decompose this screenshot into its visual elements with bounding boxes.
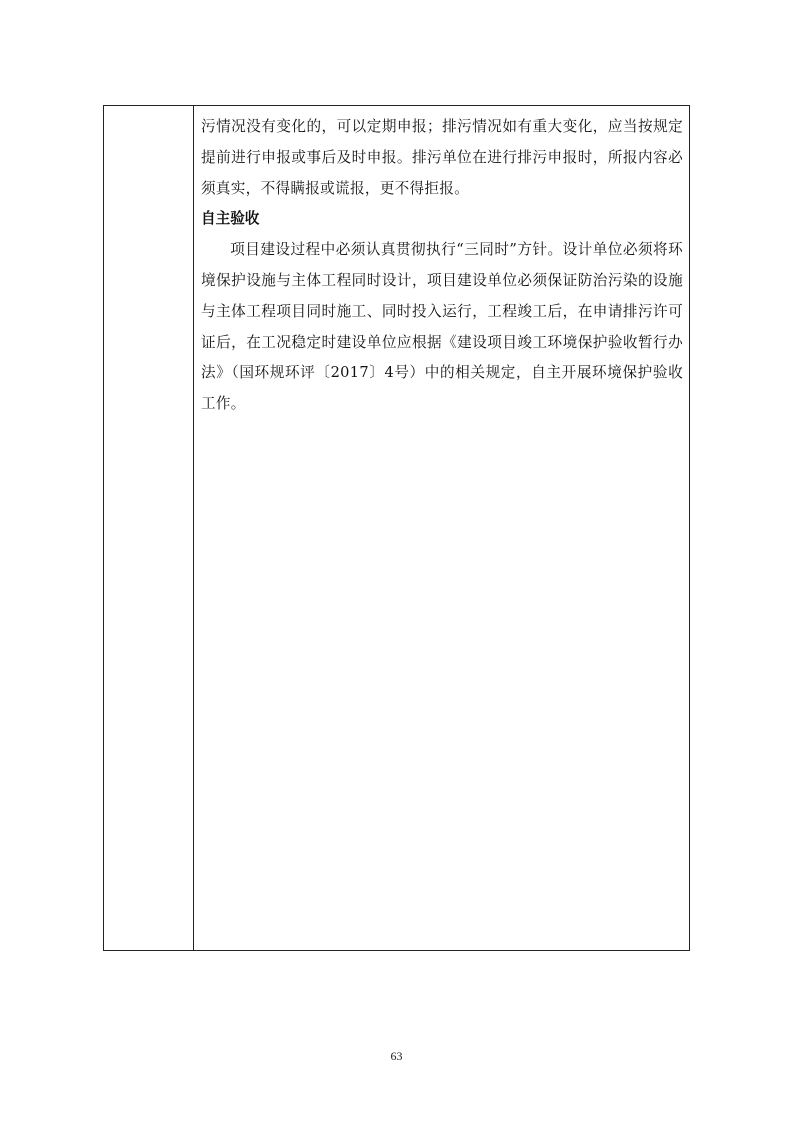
section-heading: 自主验收 [201,210,260,228]
section-paragraph: 项目建设过程中必须认真贯彻执行“三同时”方针。设计单位必须将环境保护设施与主体工程同时设计，项目建设单位必须保证防治污染的设施与主体工程项目同时施工、同时投入运行，工程竣工后，在申请排污许可证后，在工况稳定时建设单位应根据《建设项目竣工环境保护验收暂行办法》（国环规环评〔2017〕4号）中的相关规定，自主开展环境保护验收工作。 [201,241,683,413]
page-number: 63 [390,1049,403,1063]
content-cell [201,112,683,420]
content-table [103,105,690,951]
column-divider [193,106,194,950]
continued-paragraph: 污情况没有变化的，可以定期申报；排污情况如有重大变化，应当按规定提前进行申报或事后及时申报。排污单位在进行排污申报时，所报内容必须真实，不得瞒报或谎报，更不得拒报。 [201,118,683,197]
